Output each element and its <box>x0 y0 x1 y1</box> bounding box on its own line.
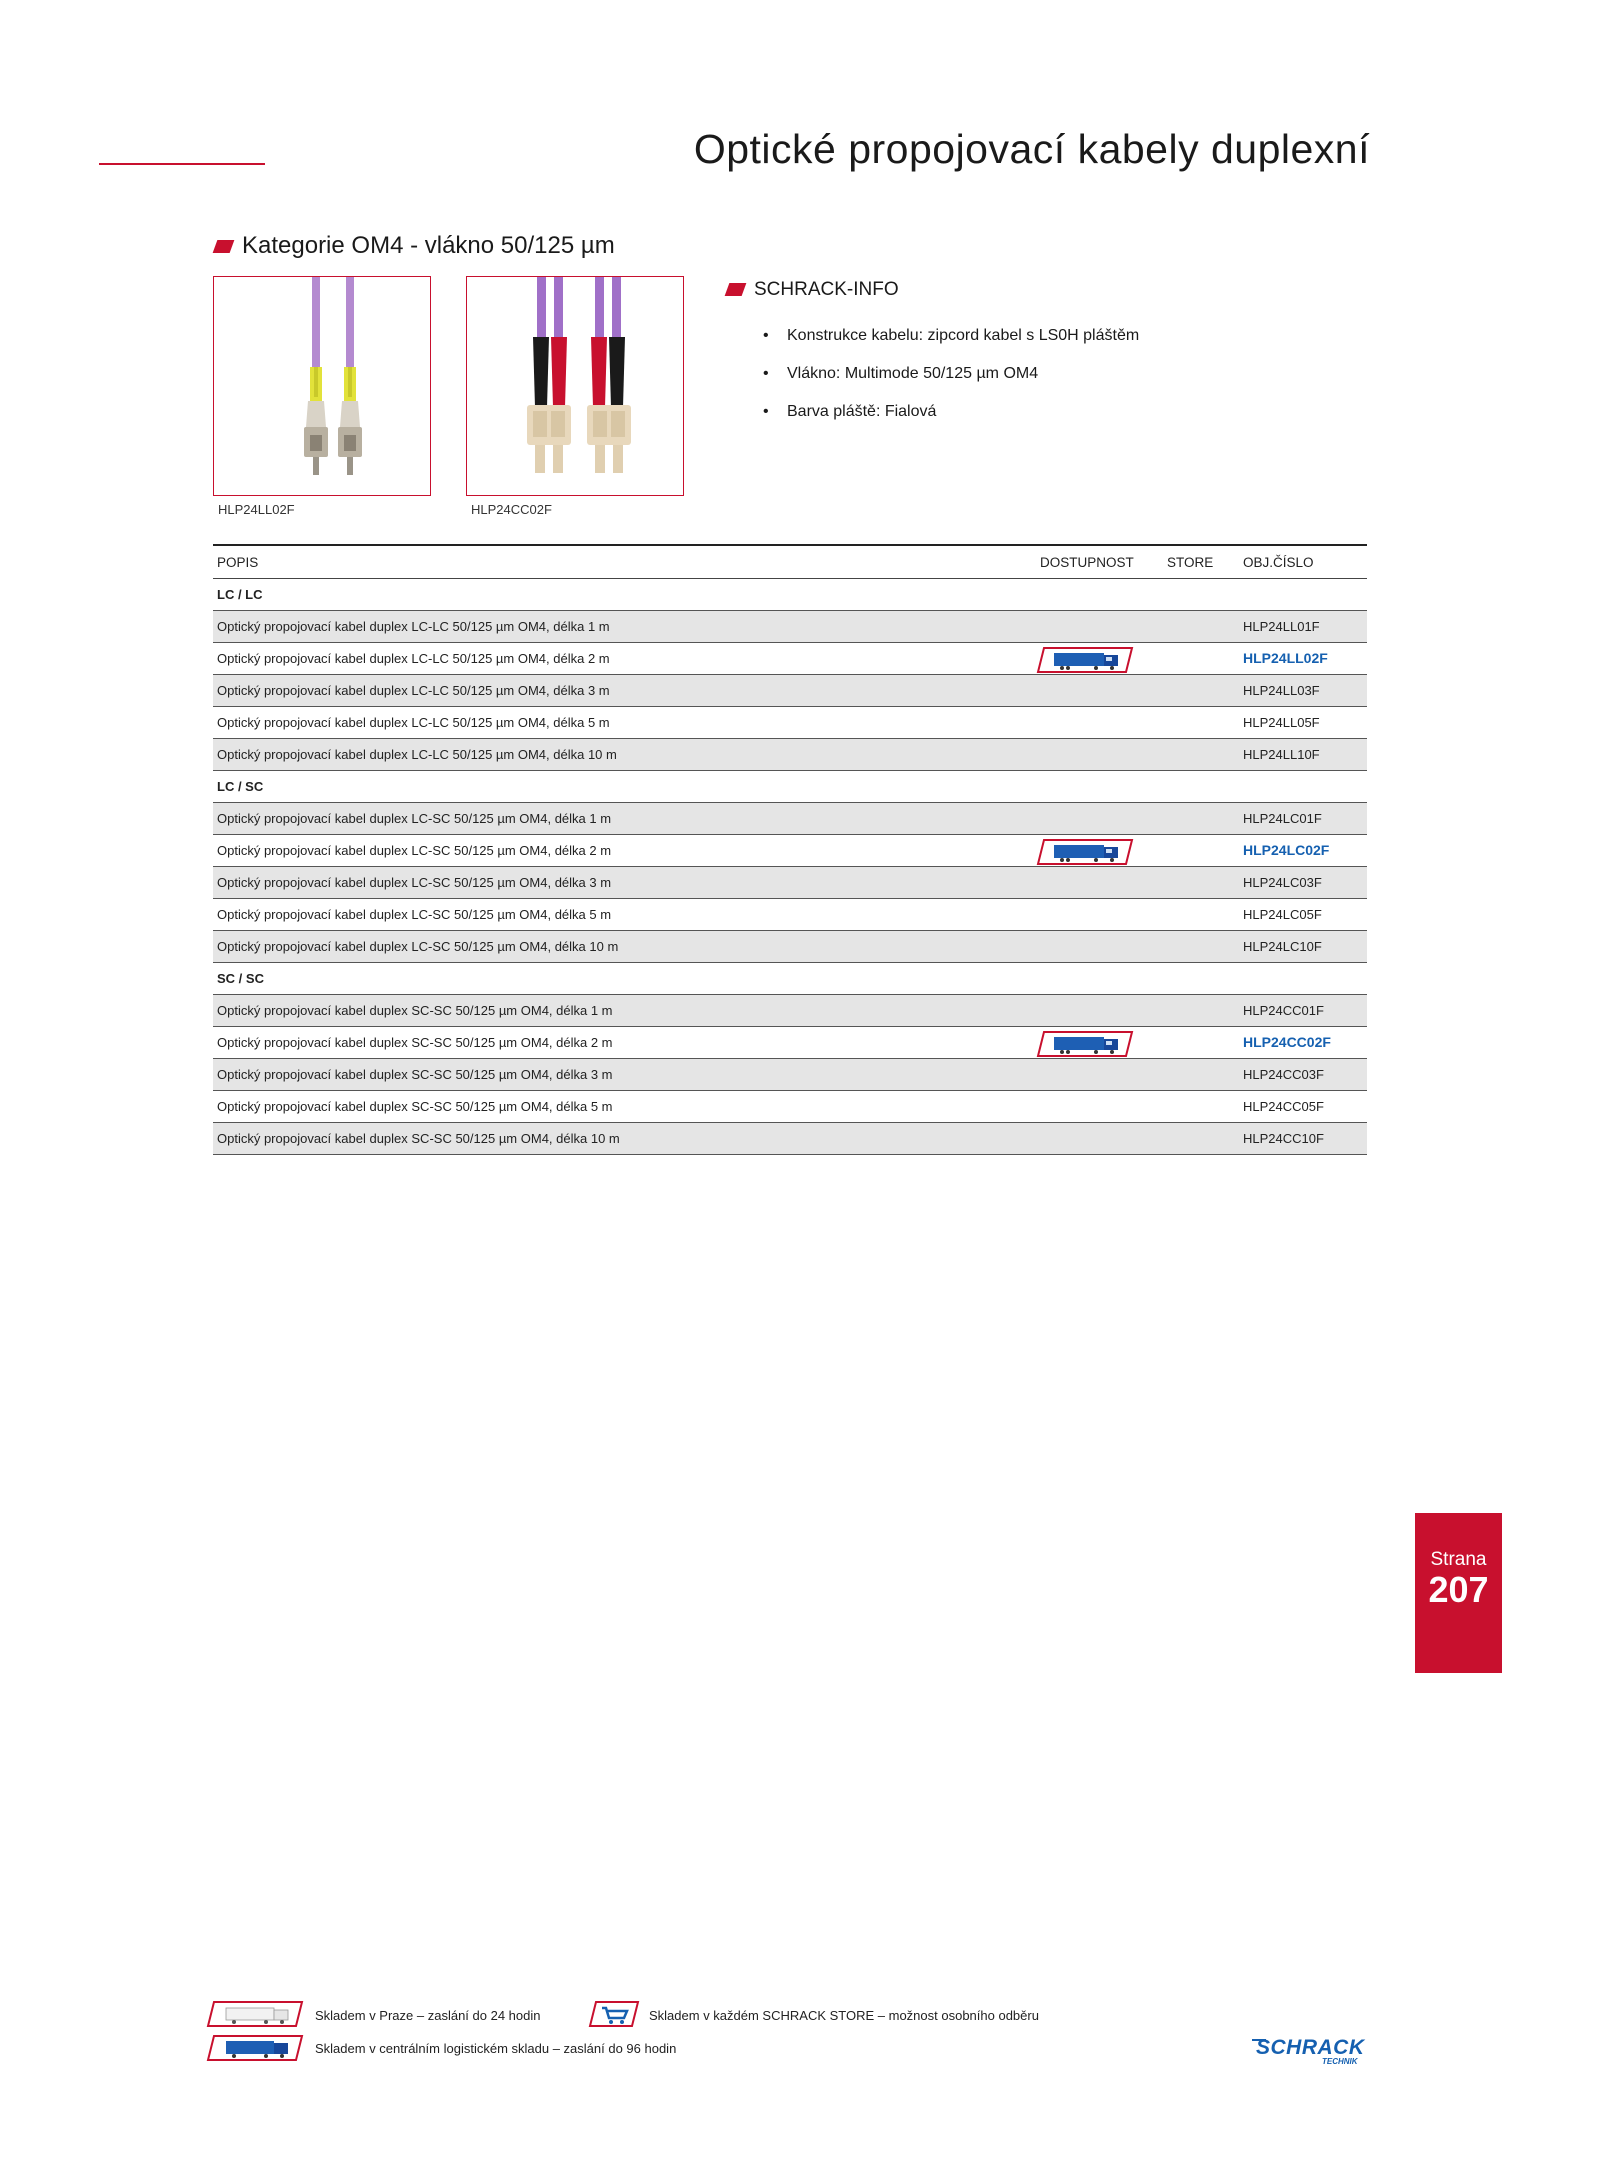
table-row <box>213 1123 1367 1155</box>
order-number: HLP24LL03F <box>1243 683 1320 698</box>
page-number: 207 <box>1428 1569 1489 1610</box>
order-number: HLP24CC03F <box>1243 1067 1324 1082</box>
product-description: Optický propojovací kabel duplex LC-SC 50/125 µm OM4, délka 3 m <box>217 875 612 890</box>
table-row <box>213 739 1367 771</box>
table-row <box>213 707 1367 739</box>
info-marker-icon <box>725 283 747 296</box>
page-tab <box>1415 1513 1502 1673</box>
table-row <box>213 899 1367 931</box>
header-dostupnost: DOSTUPNOST <box>1040 555 1134 570</box>
table-row <box>213 1027 1367 1059</box>
product-description: Optický propojovací kabel duplex LC-SC 50/125 µm OM4, délka 10 m <box>217 939 619 954</box>
info-item: • Vlákno: Multimode 50/125 µm OM4 <box>763 355 1139 393</box>
table-row <box>213 867 1367 899</box>
truck-availability-icon <box>1036 647 1134 676</box>
group-row <box>213 963 1367 995</box>
order-number[interactable]: HLP24LL02F <box>1243 650 1328 666</box>
order-number[interactable]: HLP24CC02F <box>1243 1034 1331 1050</box>
schrack-logo <box>1250 2032 1374 2068</box>
page-label: Strana <box>1430 1549 1487 1570</box>
white-truck-icon <box>206 2000 304 2028</box>
info-title <box>727 279 899 301</box>
table-row <box>213 1091 1367 1123</box>
table-row <box>213 611 1367 643</box>
order-number: HLP24CC05F <box>1243 1099 1324 1114</box>
product-description: Optický propojovací kabel duplex SC-SC 50/125 µm OM4, délka 2 m <box>217 1035 613 1050</box>
photo-caption: HLP24LL02F <box>218 502 295 517</box>
legend-central: Skladem v centrálním logistickém skladu – zaslání do 96 hodin <box>315 2041 677 2056</box>
group-label: LC / SC <box>217 779 264 794</box>
order-number: HLP24LC10F <box>1243 939 1322 954</box>
table-row <box>213 643 1367 675</box>
sc-connector-photo <box>466 276 684 496</box>
order-number: HLP24CC01F <box>1243 1003 1324 1018</box>
legend-prague: Skladem v Praze – zaslání do 24 hodin <box>315 2008 541 2023</box>
table-row <box>213 675 1367 707</box>
order-number: HLP24LL05F <box>1243 715 1320 730</box>
svg-text:SCHRACK: SCHRACK <box>1256 2036 1365 2059</box>
table-row <box>213 1059 1367 1091</box>
lc-connector-photo <box>213 276 431 496</box>
order-number: HLP24LC03F <box>1243 875 1322 890</box>
order-number: HLP24LC05F <box>1243 907 1322 922</box>
blue-truck-icon <box>206 2034 304 2062</box>
shopping-cart-icon <box>588 2000 640 2028</box>
info-item: • Konstrukce kabelu: zipcord kabel s LS0H pláštěm <box>763 317 1139 355</box>
table-header <box>213 544 1367 579</box>
photo-caption: HLP24CC02F <box>471 502 552 517</box>
table-body <box>213 579 1367 1155</box>
table-row <box>213 995 1367 1027</box>
group-row <box>213 579 1367 611</box>
product-description: Optický propojovací kabel duplex LC-SC 50/125 µm OM4, délka 2 m <box>217 843 612 858</box>
product-description: Optický propojovací kabel duplex SC-SC 50/125 µm OM4, délka 10 m <box>217 1131 620 1146</box>
group-row <box>213 771 1367 803</box>
table-row <box>213 931 1367 963</box>
page-title: Optické propojovací kabely duplexní <box>693 126 1370 172</box>
info-title-text: SCHRACK-INFO <box>754 279 899 300</box>
product-description: Optický propojovací kabel duplex LC-SC 50/125 µm OM4, délka 1 m <box>217 811 612 826</box>
product-table <box>213 544 1367 1155</box>
section-title-text: Kategorie OM4 - vlákno 50/125 µm <box>242 232 615 259</box>
product-description: Optický propojovací kabel duplex LC-LC 50/125 µm OM4, délka 10 m <box>217 747 617 762</box>
product-description: Optický propojovací kabel duplex LC-LC 50/125 µm OM4, délka 1 m <box>217 619 610 634</box>
product-description: Optický propojovací kabel duplex SC-SC 50/125 µm OM4, délka 5 m <box>217 1099 613 1114</box>
info-item: • Barva pláště: Fialová <box>763 393 1139 431</box>
product-description: Optický propojovací kabel duplex LC-SC 50/125 µm OM4, délka 5 m <box>217 907 612 922</box>
header-popis: POPIS <box>217 555 259 570</box>
header-store: STORE <box>1167 555 1214 570</box>
header-obj-cislo: OBJ.ČÍSLO <box>1243 555 1314 570</box>
product-description: Optický propojovací kabel duplex SC-SC 50/125 µm OM4, délka 1 m <box>217 1003 613 1018</box>
section-marker-icon <box>213 240 235 253</box>
product-description: Optický propojovací kabel duplex SC-SC 50/125 µm OM4, délka 3 m <box>217 1067 613 1082</box>
header-rule <box>99 163 265 165</box>
order-number: HLP24LC01F <box>1243 811 1322 826</box>
truck-availability-icon <box>1036 839 1134 868</box>
order-number[interactable]: HLP24LC02F <box>1243 842 1330 858</box>
legend-store: Skladem v každém SCHRACK STORE – možnost osobního odběru <box>649 2008 1039 2023</box>
order-number: HLP24LL10F <box>1243 747 1320 762</box>
group-label: SC / SC <box>217 971 264 986</box>
table-row <box>213 803 1367 835</box>
product-description: Optický propojovací kabel duplex LC-LC 50/125 µm OM4, délka 2 m <box>217 651 610 666</box>
order-number: HLP24LL01F <box>1243 619 1320 634</box>
group-label: LC / LC <box>217 587 263 602</box>
product-description: Optický propojovací kabel duplex LC-LC 50/125 µm OM4, délka 5 m <box>217 715 610 730</box>
svg-text:TECHNIK: TECHNIK <box>1322 2057 1358 2066</box>
order-number: HLP24CC10F <box>1243 1131 1324 1146</box>
section-title <box>215 232 615 260</box>
truck-availability-icon <box>1036 1031 1134 1060</box>
info-list <box>763 317 1139 431</box>
table-row <box>213 835 1367 867</box>
product-description: Optický propojovací kabel duplex LC-LC 50/125 µm OM4, délka 3 m <box>217 683 610 698</box>
